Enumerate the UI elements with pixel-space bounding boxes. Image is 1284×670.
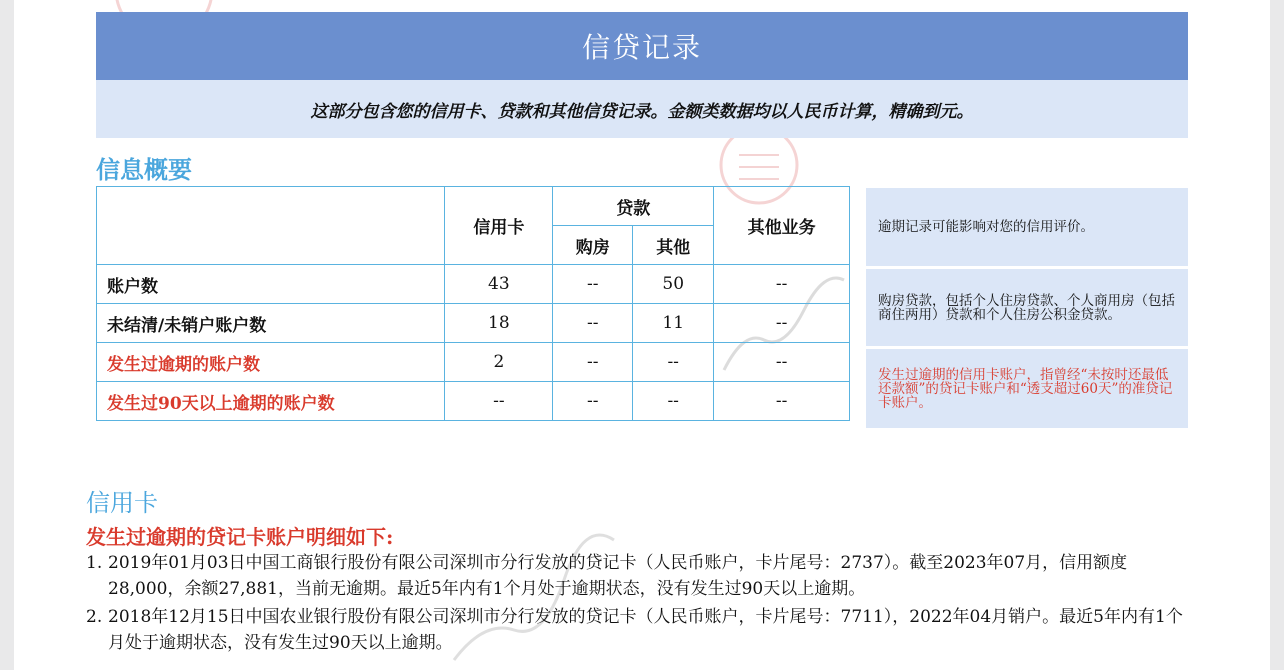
note-overdue-impact bbox=[866, 188, 1188, 266]
cell-other-business: -- bbox=[714, 304, 850, 343]
summary-table bbox=[96, 186, 850, 421]
section-description-text: 这部分包含您的信用卡、贷款和其他信贷记录。金额类数据均以人民币计算，精确到元。 bbox=[310, 101, 974, 122]
table-row bbox=[97, 265, 850, 304]
header-blank bbox=[97, 187, 445, 265]
header-other-business: 其他业务 bbox=[714, 187, 850, 265]
notes-panel bbox=[866, 188, 1188, 431]
table-row bbox=[97, 304, 850, 343]
list-number: 1. bbox=[86, 553, 103, 573]
section-description bbox=[96, 80, 1188, 138]
cell-loan-other: 50 bbox=[633, 265, 714, 304]
cell-credit-card: 18 bbox=[445, 304, 553, 343]
note-text: 逾期记录可能影响对您的信用评价。 bbox=[878, 219, 1094, 235]
header-loan-house: 购房 bbox=[553, 226, 633, 265]
report-page bbox=[14, 0, 1270, 670]
list-item bbox=[86, 604, 1196, 656]
cell-other-business: -- bbox=[714, 343, 850, 382]
credit-card-heading: 信用卡 bbox=[86, 489, 158, 517]
cell-credit-card: 2 bbox=[445, 343, 553, 382]
table-header-row bbox=[97, 187, 850, 226]
list-item bbox=[86, 550, 1196, 602]
cell-loan-other: 11 bbox=[633, 304, 714, 343]
header-credit-card: 信用卡 bbox=[445, 187, 553, 265]
row-label: 发生过逾期的账户数 bbox=[97, 343, 445, 382]
cell-credit-card: 43 bbox=[445, 265, 553, 304]
note-house-loan bbox=[866, 269, 1188, 346]
cell-loan-house: -- bbox=[553, 265, 633, 304]
cell-loan-other: -- bbox=[633, 382, 714, 421]
cell-loan-other: -- bbox=[633, 343, 714, 382]
row-label: 账户数 bbox=[97, 265, 445, 304]
overdue-accounts-heading: 发生过逾期的贷记卡账户明细如下: bbox=[86, 525, 394, 549]
cell-other-business: -- bbox=[714, 382, 850, 421]
note-text: 购房贷款，包括个人住房贷款、个人商用房（包括商住两用）贷款和个人住房公积金贷款。 bbox=[878, 292, 1175, 323]
note-overdue-definition bbox=[866, 349, 1188, 428]
cell-other-business: -- bbox=[714, 265, 850, 304]
overdue-account-list bbox=[86, 550, 1196, 658]
cell-loan-house: -- bbox=[553, 382, 633, 421]
cell-credit-card: -- bbox=[445, 382, 553, 421]
cell-loan-house: -- bbox=[553, 304, 633, 343]
section-title-banner bbox=[96, 12, 1188, 80]
header-loan-other: 其他 bbox=[633, 226, 714, 265]
list-number: 2. bbox=[86, 607, 103, 627]
overview-heading: 信息概要 bbox=[96, 155, 192, 184]
header-loan: 贷款 bbox=[553, 187, 714, 226]
cell-loan-house: -- bbox=[553, 343, 633, 382]
row-label: 发生过90天以上逾期的账户数 bbox=[97, 382, 445, 421]
table-row bbox=[97, 382, 850, 421]
section-title: 信贷记录 bbox=[581, 31, 702, 64]
row-label: 未结清/未销户账户数 bbox=[97, 304, 445, 343]
table-row bbox=[97, 343, 850, 382]
list-item-text: 2018年12月15日中国农业银行股份有限公司深圳市分行发放的贷记卡（人民币账户，卡片尾号：7711），2022年04月销户。最近5年内有1个月处于逾期状态，没有发生过90天以上逾期。 bbox=[108, 607, 1183, 653]
list-item-text: 2019年01月03日中国工商银行股份有限公司深圳市分行发放的贷记卡（人民币账户，卡片尾号：2737）。截至2023年07月，信用额度28,000，余额27,881，当前无逾期。最近5年内有1个月处于逾期状态，没有发生过90天以上逾期。 bbox=[108, 553, 1128, 599]
note-text: 发生过逾期的信用卡账户，指曾经“未按时还最低还款额”的贷记卡账户和“透支超过60天”的准贷记卡账户。 bbox=[878, 366, 1173, 411]
